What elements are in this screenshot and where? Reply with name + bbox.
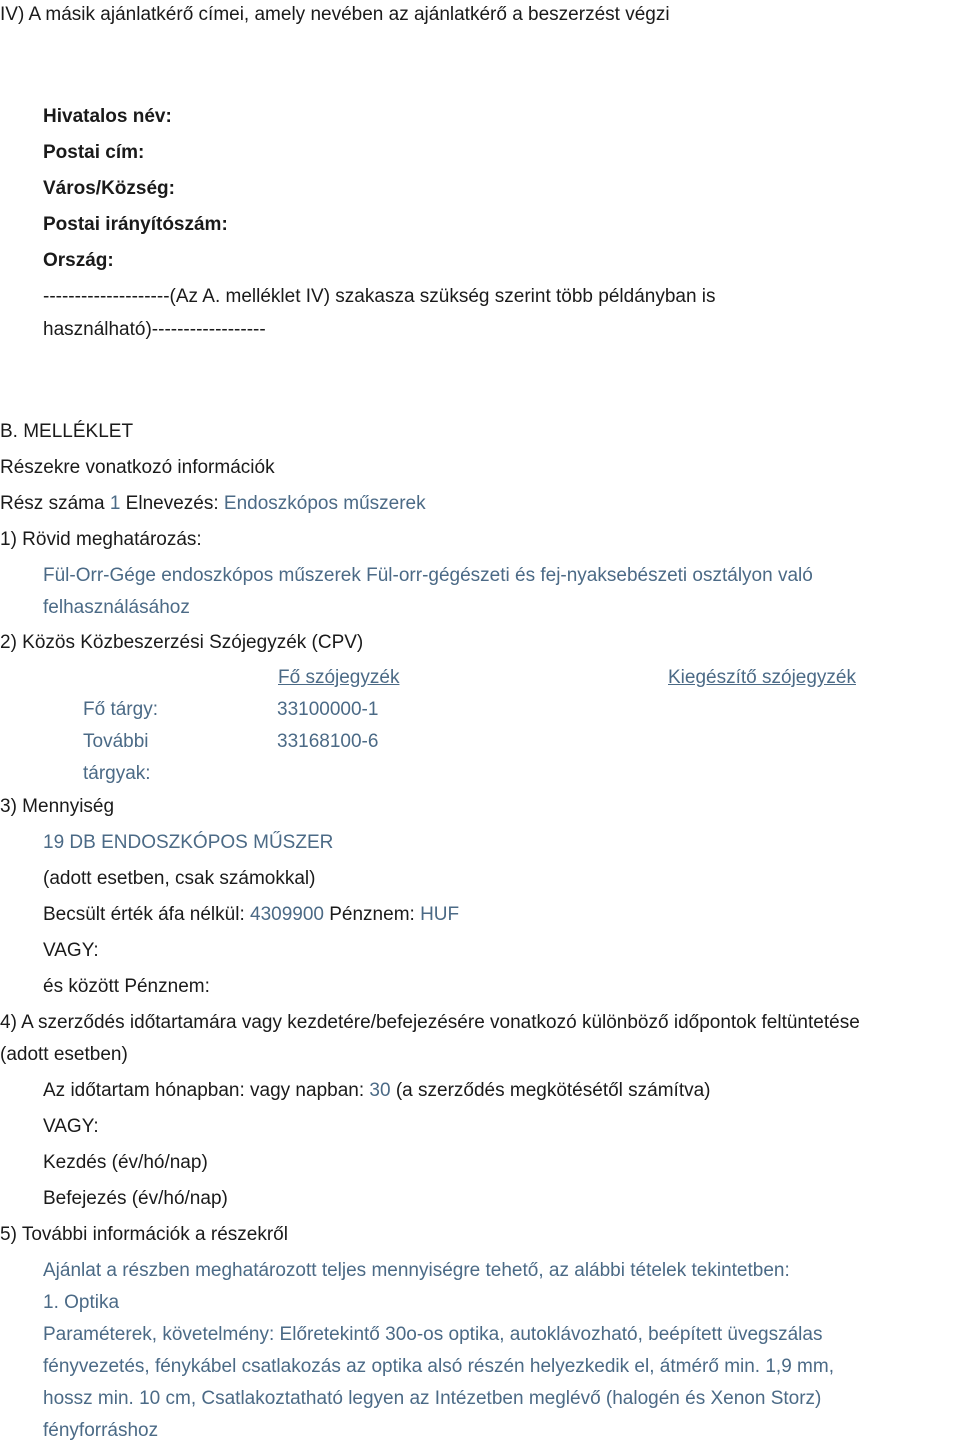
other-objects-code: 33168100-6	[277, 731, 379, 752]
additional-info-line-5: hossz min. 10 cm, Csatlakoztatható legyen az Intézetben meglévő (halogén és Xenon Storz)	[43, 1388, 822, 1409]
additional-info-line-6: fényforráshoz	[43, 1420, 159, 1441]
main-object-label: Fő tárgy:	[83, 699, 158, 720]
additional-info-line-1: Ajánlat a részben meghatározott teljes mennyiségre tehető, az alábbi tételek tekintetben:	[43, 1260, 790, 1281]
duration-or: VAGY:	[43, 1116, 99, 1137]
cpv-main-vocabulary-header: Fő szójegyzék	[278, 667, 400, 688]
other-objects-label-line-2: tárgyak:	[83, 763, 151, 784]
quantity-label: 3) Mennyiség	[0, 796, 115, 817]
city-label: Város/Község:	[43, 178, 175, 199]
quantity-note: (adott esetben, csak számokkal)	[43, 868, 316, 889]
duration-note: (a szerződés megkötésétől számítva)	[395, 1080, 711, 1101]
additional-info-line-3: Paraméterek, követelmény: Előretekintő 30o-os optika, autoklávozható, beépített üvegszálas	[43, 1324, 823, 1345]
part-number-label: Rész száma	[0, 493, 105, 514]
estimated-value: 4309900	[250, 904, 324, 925]
part-number-value: 1	[109, 493, 121, 514]
cpv-label: 2) Közös Közbeszerzési Szójegyzék (CPV)	[0, 632, 364, 653]
part-line	[0, 492, 426, 516]
start-date-label: Kezdés (év/hó/nap)	[43, 1152, 208, 1173]
official-name-label: Hivatalos név:	[43, 106, 172, 127]
estimated-value-label: Becsült érték áfa nélkül:	[43, 904, 245, 925]
short-description-label: 1) Rövid meghatározás:	[0, 529, 202, 550]
duration-heading-line-1: 4) A szerződés időtartamára vagy kezdetére/befejezésére vonatkozó különböző időpontok feltüntetése	[0, 1012, 860, 1033]
additional-info-line-4: fényvezetés, fénykábel csatlakozás az optika alsó részén helyezkedik el, átmérő min. 1,9 mm,	[43, 1356, 834, 1377]
cpv-supplementary-vocabulary-header: Kiegészítő szójegyzék	[668, 667, 856, 688]
currency-label: Pénznem:	[329, 904, 415, 925]
other-objects-label-line-1: További	[83, 731, 149, 752]
annex-b-subtitle: Részekre vonatkozó információk	[0, 457, 275, 478]
duration-label: Az időtartam hónapban: vagy napban:	[43, 1080, 365, 1101]
main-object-code: 33100000-1	[277, 699, 379, 720]
additional-info-line-2: 1. Optika	[43, 1292, 120, 1313]
duration-value: 30	[369, 1080, 391, 1101]
section-iv-heading: IV) A másik ajánlatkérő címei, amely nevében az ajánlatkérő a beszerzést végzi	[0, 4, 670, 25]
duration-line	[43, 1079, 711, 1103]
additional-info-label: 5) További információk a részekről	[0, 1224, 288, 1245]
annex-note-line-1: --------------------(Az A. melléklet IV) szakasza szükség szerint több példányban is	[43, 286, 716, 307]
quantity-value: 19 DB ENDOSZKÓPOS MŰSZER	[43, 832, 334, 853]
country-label: Ország:	[43, 250, 114, 271]
range-currency-label: és között Pénznem:	[43, 976, 210, 997]
quantity-or: VAGY:	[43, 940, 99, 961]
annex-note-line-2: használható)------------------	[43, 319, 266, 340]
short-description-line-2: felhasználásához	[43, 597, 190, 618]
short-description-line-1: Fül-Orr-Gége endoszkópos műszerek Fül-orr-gégészeti és fej-nyaksebészeti osztályon való	[43, 565, 813, 586]
part-name-value: Endoszkópos műszerek	[223, 493, 426, 514]
currency-value: HUF	[420, 904, 460, 925]
annex-b-title: B. MELLÉKLET	[0, 421, 134, 442]
end-date-label: Befejezés (év/hó/nap)	[43, 1188, 228, 1209]
part-name-label: Elnevezés:	[125, 493, 219, 514]
estimated-value-line	[43, 903, 459, 927]
postal-address-label: Postai cím:	[43, 142, 145, 163]
postal-code-label: Postai irányítószám:	[43, 214, 228, 235]
duration-heading-line-2: (adott esetben)	[0, 1044, 128, 1065]
